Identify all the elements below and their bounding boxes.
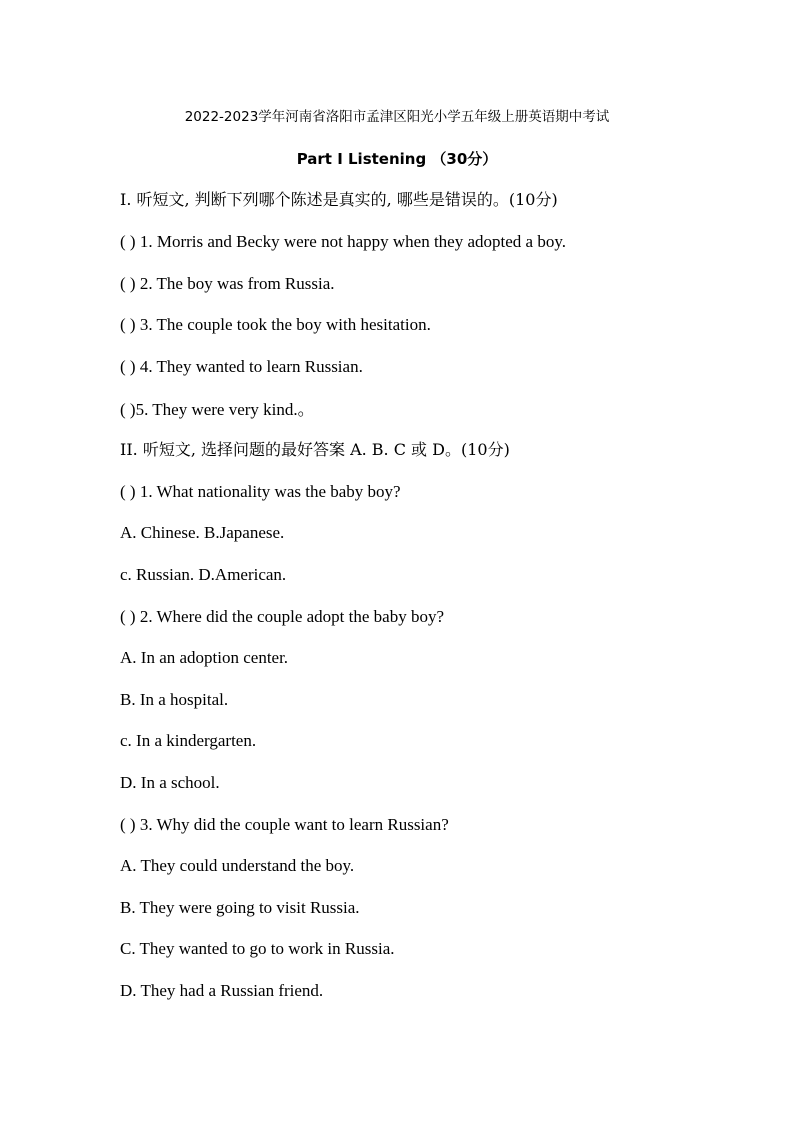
section-2-option-line: B. In a hospital. — [120, 690, 229, 709]
section-2-option-line: A. Chinese. B.Japanese. — [120, 523, 285, 542]
section-1-item-1: ( ) 1. Morris and Becky were not happy when they adopted a boy. — [120, 232, 566, 251]
section-2-question-2: ( ) 2. Where did the couple adopt the baby boy? — [120, 607, 444, 626]
section-2-heading: II. 听短文, 选择问题的最好答案 A. B. C 或 D。(10分) — [120, 440, 510, 459]
part-heading: Part I Listening （30分） — [296, 150, 498, 168]
section-1-heading: I. 听短文, 判断下列哪个陈述是真实的, 哪些是错误的。(10分) — [120, 190, 558, 209]
exam-title: 2022-2023学年河南省洛阳市孟津区阳光小学五年级上册英语期中考试 — [184, 109, 610, 125]
section-2-option-line: B. They were going to visit Russia. — [120, 898, 360, 917]
section-1-item-5: ( )5. They were very kind.。 — [120, 400, 315, 419]
section-2-option-line: c. In a kindergarten. — [120, 731, 257, 750]
section-2-option-line: C. They wanted to go to work in Russia. — [120, 939, 395, 958]
section-2-option-line: D. In a school. — [120, 773, 220, 792]
section-2-option-line: c. Russian. D.American. — [120, 565, 287, 584]
section-2-option-line: D. They had a Russian friend. — [120, 981, 324, 1000]
section-2-question-3: ( ) 3. Why did the couple want to learn Russian? — [120, 815, 449, 834]
section-1-item-3: ( ) 3. The couple took the boy with hesitation. — [120, 315, 431, 334]
section-2-question-1: ( ) 1. What nationality was the baby boy? — [120, 482, 401, 501]
section-1-item-4: ( ) 4. They wanted to learn Russian. — [120, 357, 363, 376]
section-2-option-line: A. They could understand the boy. — [120, 856, 355, 875]
section-1-item-2: ( ) 2. The boy was from Russia. — [120, 274, 335, 293]
section-2-option-line: A. In an adoption center. — [120, 648, 289, 667]
